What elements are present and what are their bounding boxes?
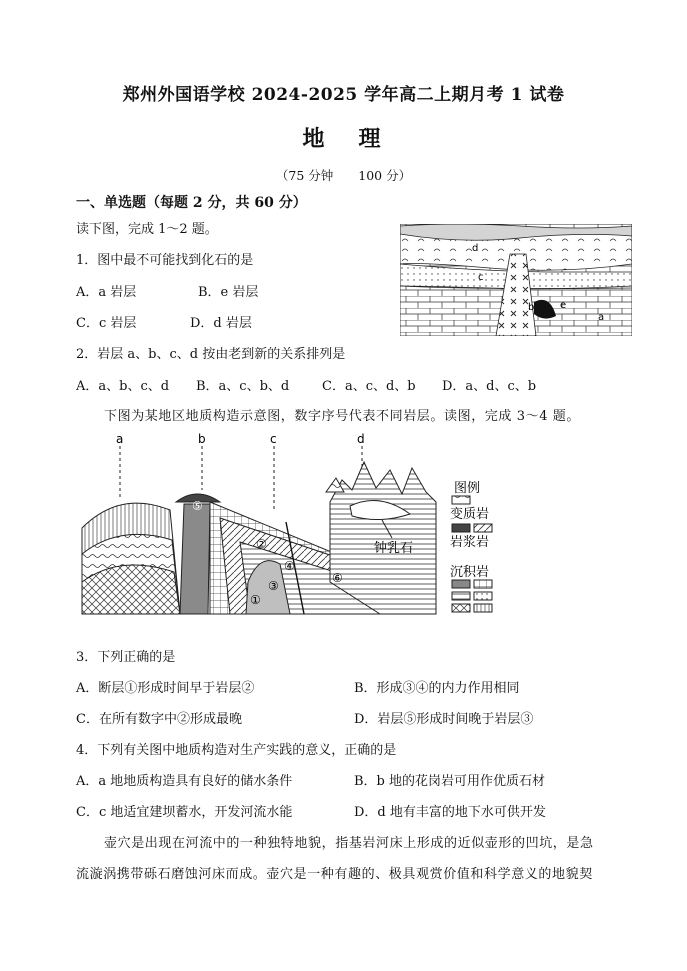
intro-1: 读下图，完成 1～2 题。: [76, 222, 218, 237]
figure2-label-a: a: [116, 432, 124, 446]
q4-option-c[interactable]: C．c 地适宜建坝蓄水，开发河流水能: [76, 805, 293, 820]
q4-option-a[interactable]: A．a 地地质构造具有良好的储水条件: [76, 774, 293, 789]
strata-figure-1: [400, 224, 632, 336]
geologic-structure-figure-2: [80, 432, 510, 620]
legend-sedimentary: 沉积岩: [450, 565, 490, 580]
q2-option-a[interactable]: A．a、b、c、d: [76, 379, 170, 394]
q1-option-c[interactable]: C．c 岩层: [76, 316, 137, 331]
q3-option-a[interactable]: A．断层①形成时间早于岩层②: [76, 681, 255, 696]
q3-option-b[interactable]: B．形成③④的内力作用相同: [354, 681, 520, 696]
figure2-label-b: b: [198, 432, 206, 446]
layer-5: ⑤: [192, 499, 203, 513]
q1-stem: 1．图中最不可能找到化石的是: [76, 253, 254, 268]
legend-igneous: 岩浆岩: [450, 535, 490, 550]
q1-option-b[interactable]: B．e 岩层: [198, 285, 259, 300]
q3-stem: 3．下列正确的是: [76, 650, 176, 665]
figure1-label-d: d: [472, 243, 479, 254]
q1-option-a[interactable]: A．a 岩层: [76, 285, 137, 300]
q2-option-b[interactable]: B．a、c、b、d: [196, 379, 290, 394]
q4-option-b[interactable]: B．b 地的花岗岩可用作优质石材: [354, 774, 546, 789]
q4-stem: 4．下列有关图中地质构造对生产实践的意义，正确的是: [76, 743, 397, 758]
exam-title: 郑州外国语学校 2024-2025 学年高二上期月考 1 试卷: [122, 85, 565, 105]
intro-2: 下图为某地区地质构造示意图，数字序号代表不同岩层。读图，完成 3～4 题。: [104, 409, 581, 424]
layer-4: ④: [284, 559, 295, 573]
subject-title: 地理: [302, 126, 415, 152]
q1-option-d[interactable]: D．d 岩层: [190, 316, 252, 331]
figure1-label-c: c: [478, 272, 484, 283]
q2-option-d[interactable]: D．a、d、c、b: [442, 379, 537, 394]
figure1-label-a: a: [598, 312, 605, 323]
passage-line-2: 流漩涡携带砾石磨蚀河床而成。壶穴是一种有趣的、极具观赏价值和科学意义的地貌契: [76, 867, 593, 882]
layer-1: ①: [250, 593, 261, 607]
legend-metamorphic: 变质岩: [450, 507, 490, 522]
layer-6: ⑥: [332, 571, 343, 585]
section-heading: 一、单选题（每题 2 分，共 60 分）: [76, 195, 307, 211]
q2-option-c[interactable]: C．a、c、d、b: [322, 379, 416, 394]
q2-stem: 2．岩层 a、b、c、d 按由老到新的关系排列是: [76, 347, 346, 362]
figure2-label-d: d: [357, 432, 365, 446]
layer-2: ②: [256, 537, 267, 551]
layer-3: ③: [268, 579, 279, 593]
figure1-label-b: b: [528, 302, 535, 313]
q3-option-d[interactable]: D．岩层⑤形成时间晚于岩层③: [354, 712, 534, 727]
q3-option-c[interactable]: C．在所有数字中②形成最晚: [76, 712, 242, 727]
figure1-label-e: e: [560, 300, 567, 311]
figure2-label-c: c: [270, 432, 277, 446]
passage-line-1: 壶穴是出现在河流中的一种独特地貌，指基岩河床上形成的近似壶形的凹坑，是急: [104, 836, 594, 851]
q4-option-d[interactable]: D．d 地有丰富的地下水可供开发: [354, 805, 546, 820]
time-score: （75 分钟 100 分）: [275, 168, 412, 183]
legend-title: 图例: [454, 481, 481, 496]
stalactite-label: 钟乳石: [374, 541, 414, 556]
